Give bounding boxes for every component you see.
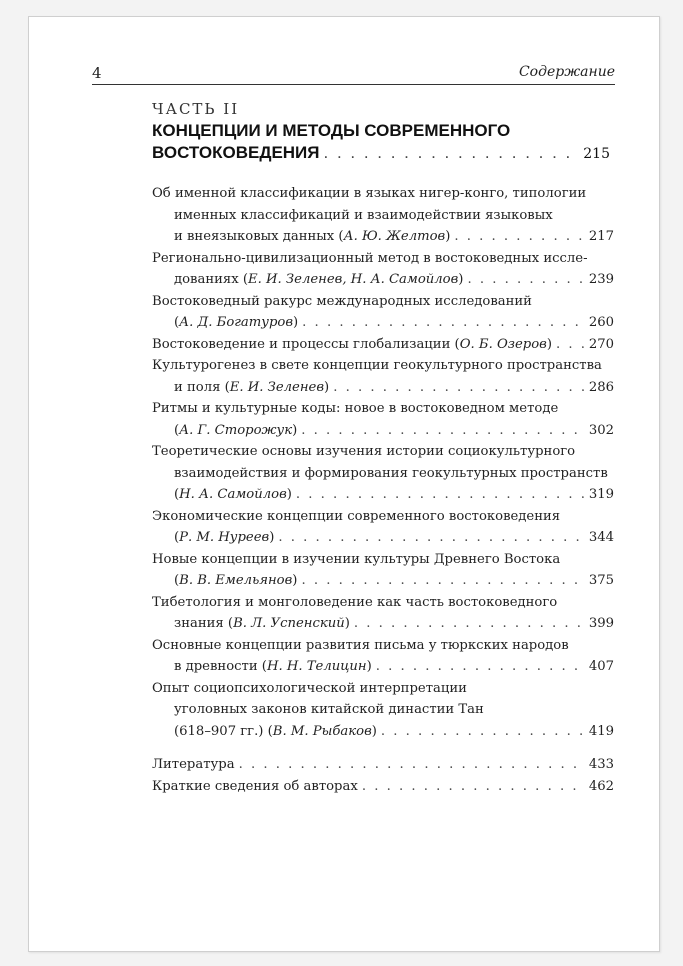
leader-dots	[296, 484, 585, 506]
toc-entry-title-line: Востоковедный ракурс международных исследований	[152, 293, 532, 309]
toc-entry-close: )	[292, 573, 298, 588]
toc-entry[interactable]	[152, 248, 614, 291]
toc-entry-lead: и внеязыковых данных (	[174, 229, 344, 244]
toc-entry-author: Н. Н. Телицин	[266, 659, 367, 674]
toc-entry-last-line	[152, 269, 614, 291]
toc-entry[interactable]	[152, 506, 614, 549]
toc-entry-text	[174, 484, 292, 506]
header-rule	[92, 84, 615, 85]
toc-entry[interactable]	[152, 635, 614, 678]
toc-entry-author: Е. И. Зеленев	[229, 379, 325, 395]
toc-entry-lead: знания (	[174, 616, 234, 631]
toc-entry-text	[174, 570, 297, 592]
toc-entry-lead: дованиях (	[174, 272, 249, 287]
toc-entry-last-line	[152, 312, 614, 334]
part-title-line-2: ВОСТОКОВЕДЕНИЯ . . . 215	[152, 142, 610, 164]
toc-entry-close: )	[366, 659, 372, 674]
toc-entry-text	[174, 377, 329, 399]
toc-entry-title-line: взаимодействия и формирования геокультурных пространств	[174, 465, 608, 481]
toc-entry-last-line	[152, 656, 614, 678]
leader-dots	[324, 142, 580, 164]
leader-dots	[354, 613, 585, 635]
leader-dots	[454, 226, 584, 248]
toc-entry-close: )	[546, 336, 553, 352]
toc-entry-title-line: Основные концепции развития письма у тюркских народов	[152, 637, 569, 653]
toc-entry[interactable]	[152, 678, 614, 743]
leader-dots	[381, 721, 585, 743]
toc-entry-author: О. Б. Озеров	[459, 336, 547, 352]
toc-entry-close: )	[371, 723, 377, 739]
toc-entry-page: 270	[588, 336, 614, 352]
toc-entry-page: 239	[588, 272, 614, 287]
toc-entry-close: )	[458, 272, 464, 287]
back-matter-page: 462	[588, 778, 614, 794]
back-matter	[152, 754, 614, 797]
toc-entry-author: Н. А. Самойлов	[179, 487, 287, 502]
part-page: 215	[583, 146, 610, 162]
toc-entry-close: )	[293, 315, 299, 330]
toc-entry-page: 286	[588, 379, 614, 395]
leader-dots	[362, 776, 585, 798]
toc-entry[interactable]	[152, 592, 614, 635]
toc-entry-close: )	[269, 530, 275, 545]
toc-entry-page: 375	[588, 573, 614, 588]
toc-entry-title-line: Культурогенез в свете концепции геокультурного пространства	[152, 358, 602, 373]
toc-entry[interactable]	[152, 398, 614, 441]
toc-entry-title-line: уголовных законов китайской династии Тан	[174, 702, 484, 717]
toc-entry-title-line: Новые концепции в изучении культуры Древнего Востока	[152, 551, 561, 567]
toc-entry-title-line: Экономические концепции современного востоковедения	[152, 508, 561, 524]
toc-entry-last-line	[152, 484, 614, 506]
leader-dots	[302, 312, 585, 334]
toc-entry-text	[174, 527, 274, 549]
toc-entry-last-line	[152, 334, 614, 356]
page-number: 4	[92, 64, 102, 82]
toc-entry-text	[174, 312, 298, 334]
leader-dots	[333, 377, 585, 399]
toc-entry-author: А. Ю. Желтов	[343, 229, 446, 244]
leader-dots	[278, 527, 584, 549]
toc-entry-text	[174, 656, 372, 678]
toc-entry-author: В. Л. Успенский	[233, 616, 345, 631]
toc-entry-page: 319	[588, 487, 614, 502]
toc-entry-lead: (618–907 гг.) (	[174, 723, 273, 739]
back-matter-entry[interactable]	[152, 776, 614, 798]
toc-entry-author: В. М. Рыбаков	[272, 723, 372, 739]
toc-entry-text	[174, 613, 350, 635]
toc-entry-close: )	[286, 487, 292, 502]
toc-entry-title-line: именных классификаций и взаимодействии языковых	[174, 207, 553, 223]
toc-entry-author: Е. И. Зеленев, Н. А. Самойлов	[248, 272, 459, 287]
leader-dots	[301, 570, 584, 592]
back-matter-entry[interactable]	[152, 754, 614, 776]
toc-entry-last-line	[152, 377, 614, 399]
leader-dots	[467, 269, 584, 291]
toc-entry-page: 399	[588, 616, 614, 631]
toc-entry-title-line: Ритмы и культурные коды: новое в востоковедном методе	[152, 401, 559, 416]
toc-entry-lead: (	[174, 315, 180, 330]
toc-entry[interactable]	[152, 549, 614, 592]
toc-entry-close: )	[292, 422, 298, 438]
toc-entry-page: 419	[588, 723, 614, 739]
toc-entry-page: 407	[588, 659, 614, 674]
leader-dots	[239, 754, 585, 776]
toc-entry-title-line: Регионально-цивилизационный метод в востоковедных иссле-	[152, 250, 588, 266]
toc-entry-text	[152, 334, 552, 356]
toc-entry[interactable]	[152, 291, 614, 334]
toc-entry-text	[174, 420, 297, 442]
toc-entry-author: А. Д. Богатуров	[179, 315, 294, 330]
toc-entry-lead: (	[174, 573, 180, 588]
toc-entry-author: А. Г. Сторожук	[179, 422, 293, 438]
toc-entry-title-line: Теоретические основы изучения истории социокультурного	[152, 444, 576, 459]
toc-entry-lead: (	[174, 422, 180, 438]
part-title	[152, 120, 610, 164]
toc-entry-page: 302	[588, 422, 614, 438]
leader-dots	[376, 656, 585, 678]
part-title-line-1: КОНЦЕПЦИИ И МЕТОДЫ СОВРЕМЕННОГО	[152, 121, 511, 140]
toc-entry-page: 344	[588, 530, 614, 545]
toc-entry-last-line	[152, 420, 614, 442]
part-label: ЧАСТЬ II	[152, 100, 240, 118]
running-header-title: Содержание	[518, 64, 615, 80]
back-matter-label: Краткие сведения об авторах	[152, 778, 358, 794]
back-matter-page: 433	[588, 757, 614, 772]
toc-entry-text	[174, 226, 450, 248]
toc-entry-lead: в древности (	[174, 659, 267, 674]
toc-entry[interactable]	[152, 334, 614, 356]
toc-entry-page: 217	[588, 229, 614, 244]
toc-entry[interactable]	[152, 441, 614, 506]
toc-entry-last-line	[152, 613, 614, 635]
toc-entry-author: Р. М. Нуреев	[179, 530, 270, 545]
toc-entry-last-line	[152, 226, 614, 248]
toc-entry[interactable]	[152, 355, 614, 398]
toc-entry-page: 260	[588, 315, 614, 330]
leader-dots	[556, 334, 585, 356]
toc-entry-lead: (	[174, 487, 180, 502]
toc-entry-last-line	[152, 527, 614, 549]
toc-entry-close: )	[445, 229, 451, 244]
toc-entry-close: )	[324, 379, 330, 395]
toc-entry-title-line: Опыт социопсихологической интерпретации	[152, 680, 467, 696]
toc-entry-last-line	[152, 570, 614, 592]
toc-entry-lead: и поля (	[174, 379, 230, 395]
toc-entry-title-line: Об именной классификации в языках нигер-конго, типологии	[152, 186, 587, 201]
toc-entry-close: )	[344, 616, 350, 631]
toc-entry-lead: Востоковедение и процессы глобализации (	[152, 336, 460, 352]
toc-entry[interactable]	[152, 183, 614, 248]
leader-dots	[301, 420, 585, 442]
toc-entry-last-line	[152, 721, 614, 743]
toc-entry-lead: (	[174, 530, 180, 545]
toc-entry-title-line: Тибетология и монголоведение как часть востоковедного	[152, 594, 558, 610]
toc-entry-text	[174, 721, 377, 743]
back-matter-label: Литература	[152, 757, 235, 772]
toc-entry-text	[174, 269, 463, 291]
table-of-contents	[152, 183, 614, 742]
toc-entry-author: В. В. Емельянов	[179, 573, 293, 588]
